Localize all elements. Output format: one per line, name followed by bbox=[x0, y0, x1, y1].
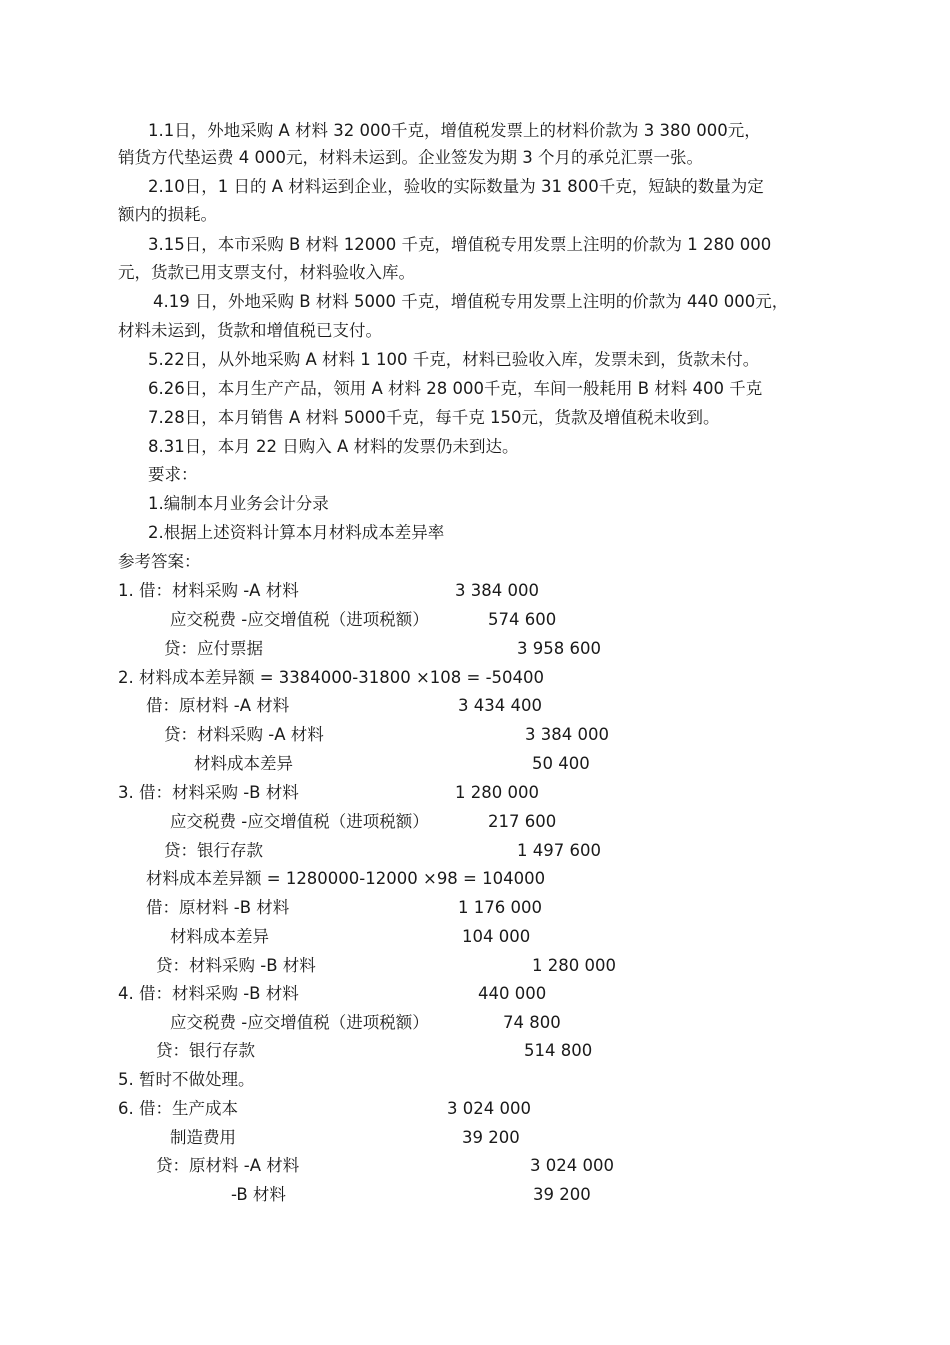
entry-4-debit-label: 4. 借：材料采购 -B 材料 bbox=[118, 984, 299, 1003]
entry-3b-variance-amount: 104 000 bbox=[462, 927, 531, 946]
problem-line-6: 元，货款已用支票支付，材料验收入库。 bbox=[118, 263, 415, 282]
entry-3b-credit-amount: 1 280 000 bbox=[532, 956, 616, 975]
entry-2-variance-label: 材料成本差异 bbox=[194, 754, 293, 773]
entry-6-overhead-amount: 39 200 bbox=[462, 1128, 520, 1147]
entry-2-debit-amount: 3 434 400 bbox=[458, 696, 542, 715]
problem-line-3: 2.10日，1 日的 A 材料运到企业，验收的实际数量为 31 800千克，短缺的数量为定 bbox=[148, 177, 764, 196]
entry-4-tax-amount: 74 800 bbox=[503, 1013, 561, 1032]
entry-3-debit-label: 3. 借：材料采购 -B 材料 bbox=[118, 783, 299, 802]
problem-line-5: 3.15日，本市采购 B 材料 12000 千克，增值税专用发票上注明的价款为 1 280 000 bbox=[148, 235, 772, 254]
entry-4-credit-label: 贷：银行存款 bbox=[156, 1041, 255, 1060]
entry-3-credit-amount: 1 497 600 bbox=[517, 841, 601, 860]
entry-3-credit-label: 贷：银行存款 bbox=[164, 841, 263, 860]
entry-3b-debit-label: 借：原材料 -B 材料 bbox=[146, 898, 290, 917]
entry-2-variance-amount: 50 400 bbox=[532, 754, 590, 773]
problem-line-7: 4.19 日，外地采购 B 材料 5000 千克，增值税专用发票上注明的价款为 440 000元， bbox=[153, 292, 789, 311]
entry-2-formula: 2. 材料成本差异额 = 3384000-31800 ×108 = -50400 bbox=[118, 668, 545, 687]
entry-6-credit-a-label: 贷：原材料 -A 材料 bbox=[156, 1156, 300, 1175]
entry-5-note: 5. 暂时不做处理。 bbox=[118, 1070, 255, 1089]
entry-4-tax-label: 应交税费 -应交增值税（进项税额） bbox=[170, 1013, 429, 1032]
entry-4-credit-amount: 514 800 bbox=[524, 1041, 593, 1060]
entry-6-credit-b-amount: 39 200 bbox=[533, 1185, 591, 1204]
entry-3-tax-label: 应交税费 -应交增值税（进项税额） bbox=[170, 812, 429, 831]
entry-1-tax-label: 应交税费 -应交增值税（进项税额） bbox=[170, 610, 429, 629]
problem-line-9: 5.22日，从外地采购 A 材料 1 100 千克，材料已验收入库，发票未到，货款未付。 bbox=[148, 350, 760, 369]
entry-3-tax-amount: 217 600 bbox=[488, 812, 557, 831]
entry-6-overhead-label: 制造费用 bbox=[170, 1128, 236, 1147]
problem-line-4: 额内的损耗。 bbox=[118, 205, 217, 224]
entry-6-credit-b-label: -B 材料 bbox=[231, 1185, 286, 1204]
problem-line-1: 1.1日，外地采购 A 材料 32 000千克，增值税发票上的材料价款为 3 380 000元， bbox=[148, 121, 761, 140]
problem-line-8: 材料未运到，货款和增值税已支付。 bbox=[118, 321, 382, 340]
problem-line-10: 6.26日，本月生产产品，领用 A 材料 28 000千克，车间一般耗用 B 材料 400 千克 bbox=[148, 379, 763, 398]
requirement-label: 要求： bbox=[148, 465, 198, 484]
entry-2-credit-label: 贷：材料采购 -A 材料 bbox=[164, 725, 324, 744]
entry-1-tax-amount: 574 600 bbox=[488, 610, 557, 629]
problem-line-2: 销货方代垫运费 4 000元，材料未运到。企业签发为期 3 个月的承兑汇票一张。 bbox=[118, 148, 703, 167]
entry-3-formula: 材料成本差异额 = 1280000-12000 ×98 = 104000 bbox=[146, 869, 546, 888]
entry-1-debit-label: 1. 借：材料采购 -A 材料 bbox=[118, 581, 299, 600]
entry-3-debit-amount: 1 280 000 bbox=[455, 783, 539, 802]
entry-2-credit-amount: 3 384 000 bbox=[525, 725, 609, 744]
entry-2-debit-label: 借：原材料 -A 材料 bbox=[146, 696, 290, 715]
entry-1-credit-label: 贷：应付票据 bbox=[164, 639, 263, 658]
entry-1-debit-amount: 3 384 000 bbox=[455, 581, 539, 600]
entry-3b-credit-label: 贷：材料采购 -B 材料 bbox=[156, 956, 316, 975]
requirement-1: 1.编制本月业务会计分录 bbox=[148, 494, 329, 513]
answer-heading: 参考答案： bbox=[118, 552, 201, 571]
entry-3b-debit-amount: 1 176 000 bbox=[458, 898, 542, 917]
requirement-2: 2.根据上述资料计算本月材料成本差异率 bbox=[148, 523, 445, 542]
entry-6-debit-label: 6. 借：生产成本 bbox=[118, 1099, 238, 1118]
problem-line-11: 7.28日，本月销售 A 材料 5000千克，每千克 150元，货款及增值税未收到。 bbox=[148, 408, 720, 427]
entry-6-debit-amount: 3 024 000 bbox=[447, 1099, 531, 1118]
entry-6-credit-a-amount: 3 024 000 bbox=[530, 1156, 614, 1175]
problem-line-12: 8.31日，本月 22 日购入 A 材料的发票仍未到达。 bbox=[148, 437, 519, 456]
entry-4-debit-amount: 440 000 bbox=[478, 984, 547, 1003]
entry-3b-variance-label: 材料成本差异 bbox=[170, 927, 269, 946]
entry-1-credit-amount: 3 958 600 bbox=[517, 639, 601, 658]
